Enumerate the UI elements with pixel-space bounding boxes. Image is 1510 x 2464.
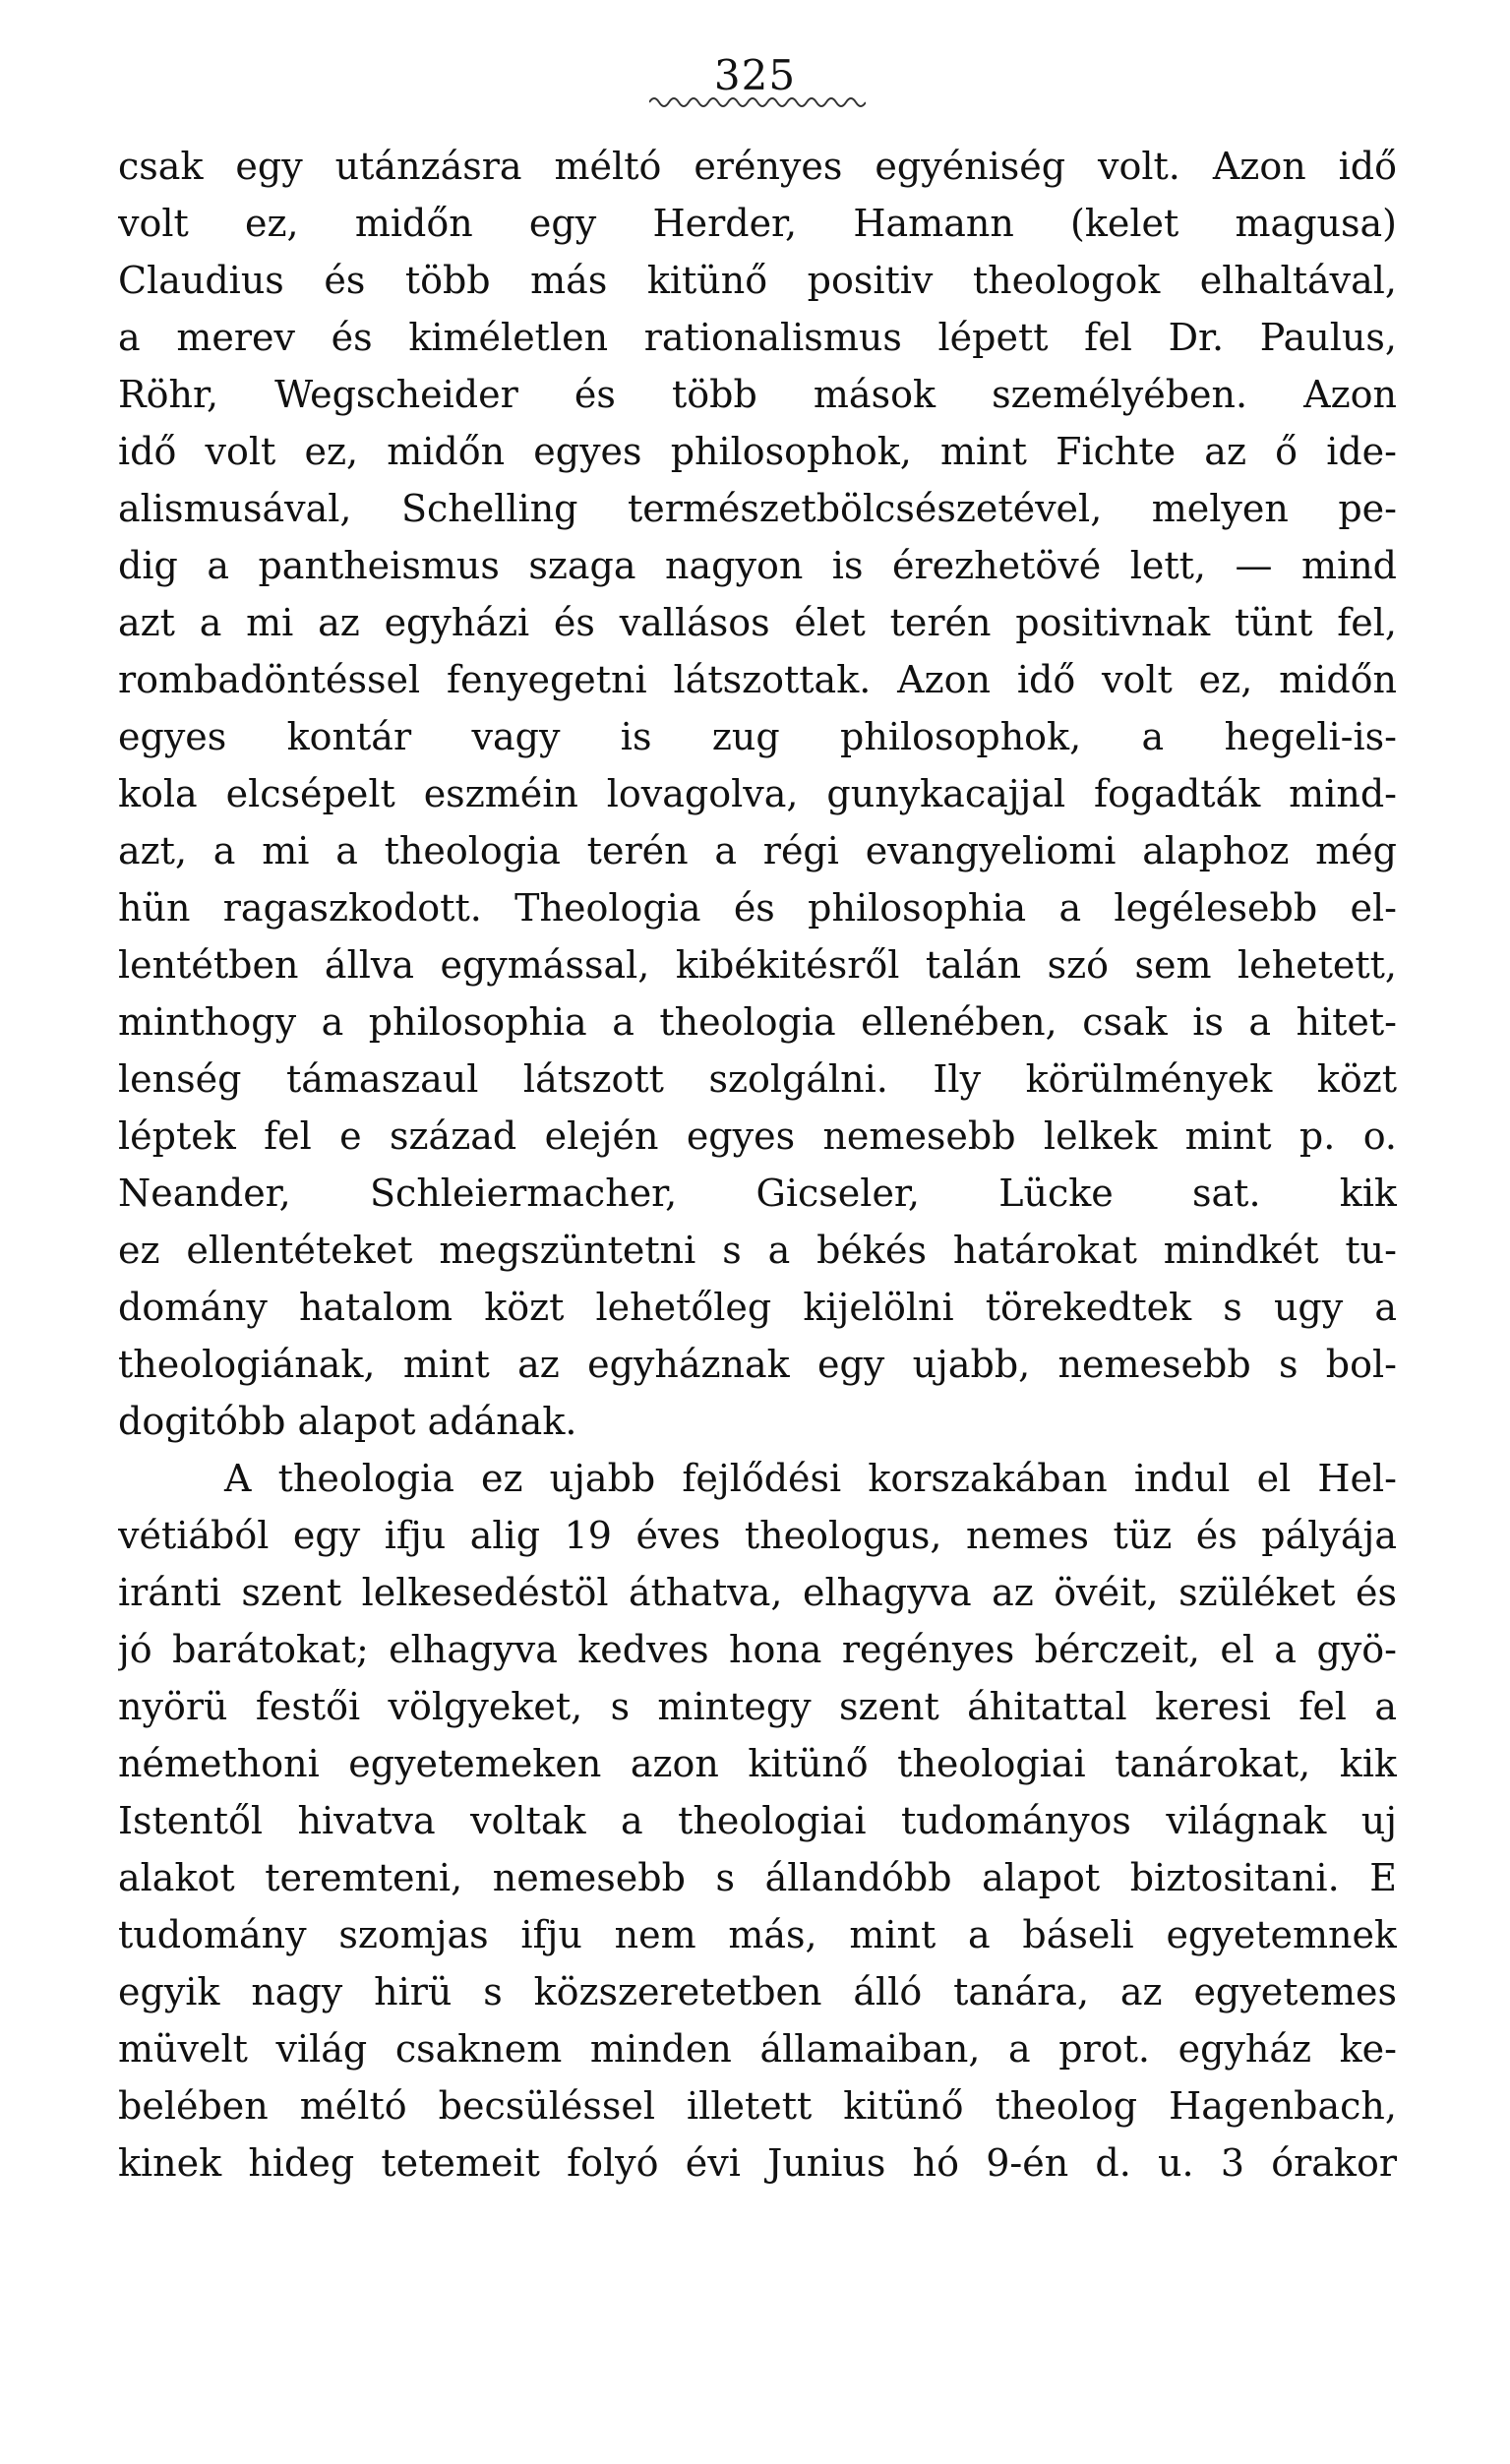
text-line: léptek fel e század elején egyes nemesebb lelkek mint p. o. bbox=[118, 1114, 1397, 1158]
text-line: belében méltó becsüléssel illetett kitünő theolog Hagenbach, bbox=[118, 2084, 1397, 2128]
text-line: némethoni egyetemeken azon kitünő theologiai tanárokat, kik bbox=[118, 1742, 1397, 1785]
text-line: azt, a mi a theologia terén a régi evangyeliomi alaphoz még bbox=[118, 829, 1397, 872]
ornament-wavy-rule bbox=[649, 92, 866, 114]
text-line: dig a pantheismus szaga nagyon is érezhetövé lett, — mind bbox=[118, 544, 1397, 587]
text-line: iránti szent lelkesedéstöl áthatva, elhagyva az övéit, szüléket és bbox=[118, 1571, 1397, 1614]
text-line: dogitóbb alapot adának. bbox=[118, 1400, 577, 1443]
text-line: nyörü festői völgyeket, s mintegy szent áhitattal keresi fel a bbox=[118, 1685, 1397, 1728]
text-line: theologiának, mint az egyháznak egy ujabb, nemesebb s bol- bbox=[118, 1343, 1397, 1386]
page-number: 325 bbox=[713, 51, 797, 99]
text-line: jó barátokat; elhagyva kedves hona regényes bérczeit, el a gyö- bbox=[118, 1628, 1397, 1671]
body-text bbox=[118, 138, 1397, 2192]
text-line: A theologia ez ujabb fejlődési korszakában indul el Hel- bbox=[224, 1457, 1397, 1500]
text-line: tudomány szomjas ifju nem más, mint a báseli egyetemnek bbox=[118, 1913, 1397, 1956]
text-line: alismusával, Schelling természetbölcsészetével, melyen pe- bbox=[118, 487, 1397, 530]
text-line: Istentől hivatva voltak a theologiai tudományos világnak uj bbox=[118, 1799, 1397, 1842]
text-line: müvelt világ csaknem minden államaiban, a prot. egyház ke- bbox=[118, 2027, 1397, 2071]
text-line: rombadöntéssel fenyegetni látszottak. Azon idő volt ez, midőn bbox=[118, 658, 1397, 701]
text-line: hün ragaszkodott. Theologia és philosophia a legélesebb el- bbox=[118, 886, 1397, 930]
text-line: kola elcsépelt eszméin lovagolva, gunykacajjal fogadták mind- bbox=[118, 772, 1397, 815]
text-line: a merev és kiméletlen rationalismus lépett fel Dr. Paulus, bbox=[118, 316, 1397, 359]
text-line: alakot teremteni, nemesebb s állandóbb alapot biztositani. E bbox=[118, 1856, 1397, 1899]
text-line: kinek hideg tetemeit folyó évi Junius hó 9-én d. u. 3 órakor bbox=[118, 2141, 1397, 2185]
text-line: ez ellentéteket megszüntetni s a békés határokat mindkét tu- bbox=[118, 1229, 1397, 1272]
text-line: csak egy utánzásra méltó erényes egyéniség volt. Azon idő bbox=[118, 145, 1397, 188]
text-line: Neander, Schleiermacher, Gicseler, Lücke sat. kik bbox=[118, 1172, 1397, 1215]
text-line: azt a mi az egyházi és vallásos élet terén positivnak tünt fel, bbox=[118, 601, 1397, 644]
text-line: idő volt ez, midőn egyes philosophok, mint Fichte az ő ide- bbox=[118, 430, 1397, 473]
text-line: egyes kontár vagy is zug philosophok, a hegeli-is- bbox=[118, 715, 1397, 758]
text-line: lenség támaszaul látszott szolgálni. Ily körülmények közt bbox=[118, 1057, 1397, 1101]
text-line: lentétben állva egymással, kibékitésről talán szó sem lehetett, bbox=[118, 943, 1397, 987]
text-line: Röhr, Wegscheider és több mások személyében. Azon bbox=[118, 373, 1397, 416]
text-line: egyik nagy hirü s közszeretetben álló tanára, az egyetemes bbox=[118, 1970, 1397, 2013]
text-line: domány hatalom közt lehetőleg kijelölni törekedtek s ugy a bbox=[118, 1286, 1397, 1329]
text-line: minthogy a philosophia a theologia ellenében, csak is a hitet- bbox=[118, 1000, 1397, 1044]
text-line: vétiából egy ifju alig 19 éves theologus, nemes tüz és pályája bbox=[118, 1514, 1397, 1557]
text-line: volt ez, midőn egy Herder, Hamann (kelet magusa) bbox=[118, 202, 1397, 245]
text-line: Claudius és több más kitünő positiv theologok elhaltával, bbox=[118, 259, 1397, 302]
